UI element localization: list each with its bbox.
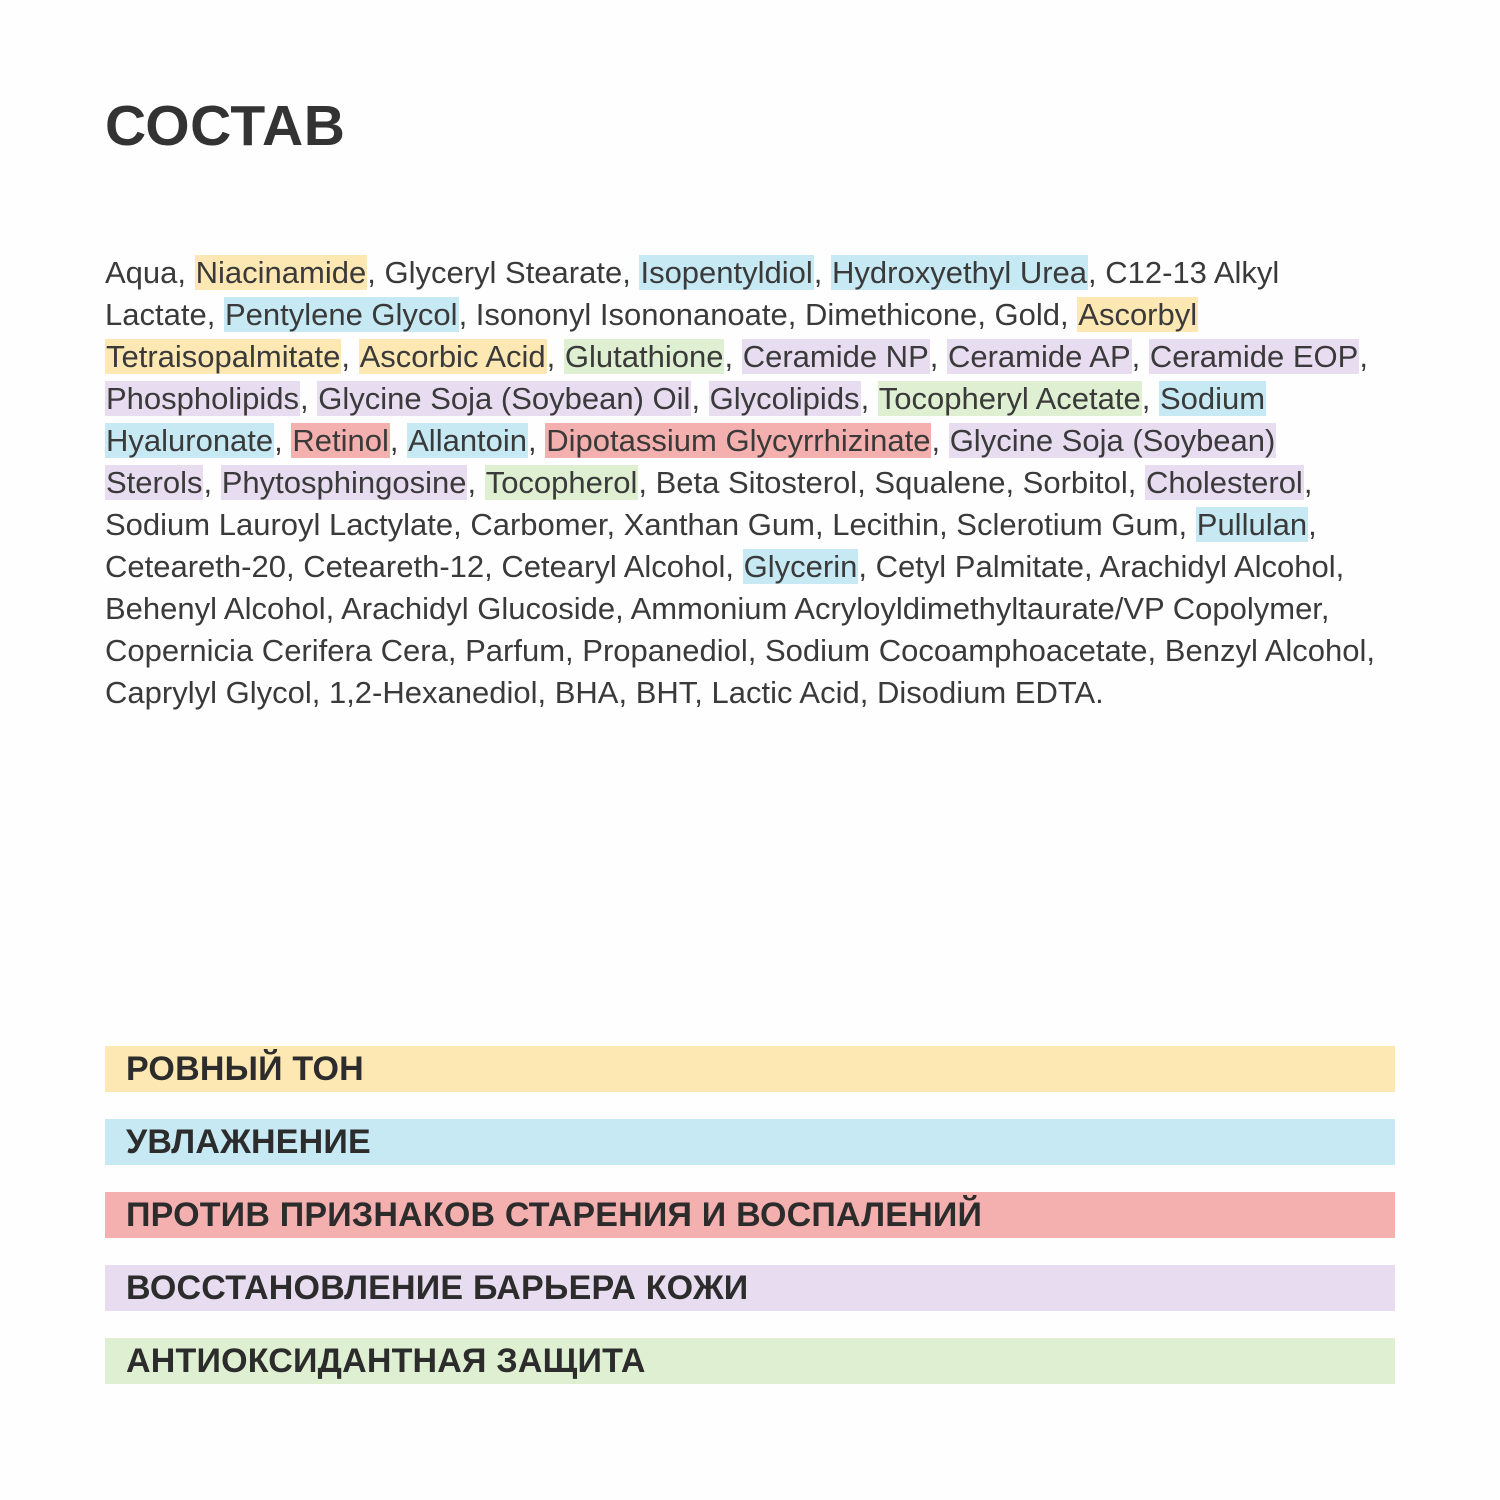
ingredient-item: Sodium Cocoamphoacetate bbox=[764, 633, 1148, 668]
legend-item bbox=[105, 1119, 1395, 1165]
legend-label: ВОССТАНОВЛЕНИЕ БАРЬЕРА КОЖИ bbox=[126, 1269, 749, 1307]
ingredient-item: Gold bbox=[994, 297, 1061, 332]
ingredient-item: Niacinamide bbox=[195, 255, 367, 290]
ingredient-item: Glycerin bbox=[743, 549, 858, 584]
ingredient-item: Tocopherol bbox=[485, 465, 638, 500]
ingredient-item: Caprylyl Glycol bbox=[105, 675, 312, 710]
ingredient-item: Propanediol bbox=[582, 633, 748, 668]
ingredient-item: Sclerotium Gum bbox=[956, 507, 1179, 542]
ingredient-item: BHT bbox=[635, 675, 695, 710]
ingredient-item: Dimethicone bbox=[805, 297, 978, 332]
ingredient-item: Glycolipids bbox=[709, 381, 860, 416]
ingredient-item: Copernicia Cerifera Cera bbox=[105, 633, 448, 668]
ingredient-item: Glutathione bbox=[564, 339, 724, 374]
ingredient-item: Sodium Hyaluronate bbox=[106, 381, 1266, 458]
legend-label: РОВНЫЙ ТОН bbox=[126, 1050, 364, 1088]
ingredient-item: BHA bbox=[554, 675, 619, 710]
ingredient-item: Sorbitol bbox=[1022, 465, 1128, 500]
ingredient-item: Carbomer bbox=[470, 507, 607, 542]
page-title: СОСТАВ bbox=[105, 94, 346, 158]
ingredient-item: Arachidyl Alcohol bbox=[1099, 549, 1336, 584]
ingredient-item: Cetyl Palmitate bbox=[875, 549, 1085, 584]
ingredient-item: Retinol bbox=[292, 423, 389, 458]
ingredient-item: Ceteareth-12 bbox=[303, 549, 485, 584]
ingredient-item: Benzyl Alcohol bbox=[1164, 633, 1367, 668]
ingredient-item: Ceteareth-20 bbox=[105, 549, 286, 584]
legend bbox=[105, 1046, 1395, 1411]
ingredients-list: Aqua, Niacinamide, Glyceryl Stearate, Isopentyldiol, Hydroxyethyl Urea, C12-13 Alkyl Lactate, Pentylene Glycol, Isononyl Isononanoate, Dimethicone, Gold, Ascorbyl Tetraisopalmitate, Ascorbic Acid, Glutathione, Ceramide NP, Ceramide AP, Ceramide EOP, Phospholipids, Glycine Soja (Soybean) Oil, Glycolipids, Tocopheryl Acetate, Sodium Hyaluronate, Retinol, Allantoin, Dipotassium Glycyrrhizinate, Glycine Soja (Soybean) Sterols, Phytosphingosine, Tocopherol, Beta Sitosterol, Squalene, Sorbitol, Cholesterol, Sodium Lauroyl Lactylate, Carbomer, Xanthan Gum, Lecithin, Sclerotium Gum, Pullulan, Ceteareth-20, Ceteareth-12, Cetearyl Alcohol, Glycerin, Cetyl Palmitate, Arachidyl Alcohol, Behenyl Alcohol, Arachidyl Glucoside, Ammonium Acryloyldimethyltaurate/VP Copolymer, Copernicia Cerifera Cera, Parfum, Propanediol, Sodium Cocoamphoacetate, Benzyl Alcohol, Caprylyl Glycol, 1,2-Hexanediol, BHA, BHT, Lactic Acid, Disodium EDTA. bbox=[105, 255, 1376, 710]
ingredient-item: Glyceryl Stearate bbox=[384, 255, 623, 290]
legend-item bbox=[105, 1265, 1395, 1311]
legend-item bbox=[105, 1192, 1395, 1238]
legend-label: ПРОТИВ ПРИЗНАКОВ СТАРЕНИЯ И ВОСПАЛЕНИЙ bbox=[126, 1196, 983, 1234]
ingredient-item: Pullulan bbox=[1196, 507, 1308, 542]
legend-item bbox=[105, 1338, 1395, 1384]
ingredient-item: Beta Sitosterol bbox=[655, 465, 858, 500]
ingredient-item: Squalene bbox=[874, 465, 1006, 500]
ingredient-item: Hydroxyethyl Urea bbox=[832, 255, 1088, 290]
ingredient-item: Glycine Soja (Soybean) Oil bbox=[318, 381, 691, 416]
ingredient-item: Allantoin bbox=[408, 423, 528, 458]
ingredient-item: Glycine Soja (Soybean) Sterols bbox=[106, 423, 1276, 500]
ingredient-item: Parfum bbox=[465, 633, 566, 668]
ingredient-item: Ascorbyl Tetraisopalmitate bbox=[106, 297, 1198, 374]
ingredient-item: Cetearyl Alcohol bbox=[501, 549, 726, 584]
ingredient-item: Ammonium Acryloyldimethyltaurate/VP Copolymer bbox=[630, 591, 1321, 626]
ingredient-item: Ceramide EOP bbox=[1149, 339, 1359, 374]
list-end: . bbox=[1095, 675, 1104, 710]
ingredient-item: Aqua bbox=[105, 255, 178, 290]
legend-item bbox=[105, 1046, 1395, 1092]
ingredient-item: Ceramide NP bbox=[742, 339, 929, 374]
legend-label: УВЛАЖНЕНИЕ bbox=[126, 1123, 371, 1161]
ingredient-item: Sodium Lauroyl Lactylate bbox=[105, 507, 454, 542]
legend-label: АНТИОКСИДАНТНАЯ ЗАЩИТА bbox=[126, 1342, 646, 1380]
ingredient-item: Dipotassium Glycyrrhizinate bbox=[546, 423, 931, 458]
ingredient-item: Isopentyldiol bbox=[640, 255, 813, 290]
ingredient-item: Behenyl Alcohol bbox=[105, 591, 326, 626]
ingredient-item: 1,2-Hexanediol bbox=[328, 675, 538, 710]
ingredient-item: Lactic Acid bbox=[711, 675, 860, 710]
ingredient-item: Xanthan Gum bbox=[623, 507, 815, 542]
ingredient-item: Phytosphingosine bbox=[221, 465, 467, 500]
ingredient-item: Ascorbic Acid bbox=[359, 339, 546, 374]
ingredient-item: Ceramide AP bbox=[947, 339, 1131, 374]
ingredient-item: Disodium EDTA bbox=[876, 675, 1096, 710]
ingredient-item: Cholesterol bbox=[1146, 465, 1303, 500]
ingredient-item: Isononyl Isononanoate bbox=[475, 297, 788, 332]
ingredient-item: Tocopheryl Acetate bbox=[878, 381, 1141, 416]
ingredient-item: Lecithin bbox=[832, 507, 940, 542]
ingredient-item: C12-13 Alkyl Lactate bbox=[105, 255, 1280, 332]
ingredient-item: Pentylene Glycol bbox=[224, 297, 458, 332]
ingredient-item: Phospholipids bbox=[106, 381, 300, 416]
ingredient-item: Arachidyl Glucoside bbox=[341, 591, 616, 626]
